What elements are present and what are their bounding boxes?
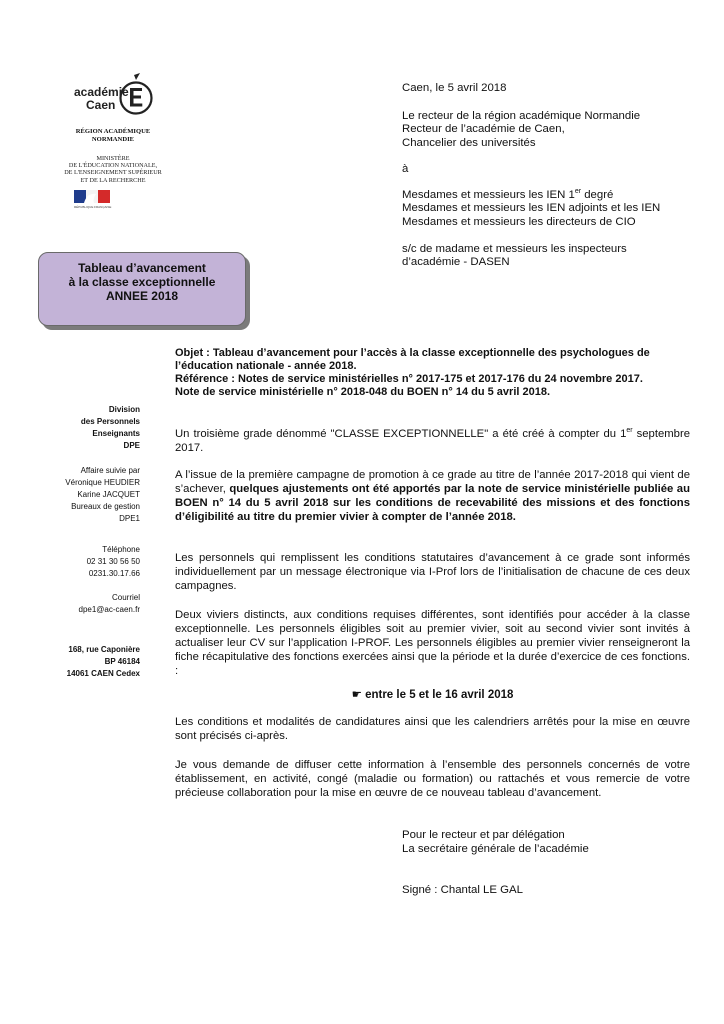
sidebar-division: Division des Personnels Enseignants DPE [80,405,140,450]
sidebar-courriel: Courriel dpe1@ac-caen.fr [78,593,140,614]
logo-academie-text: académie [74,85,129,99]
paragraph-3: Les personnels qui remplissent les conditions statutaires d’avancement à ce grade sont informés individuellement par un message électronique via I-Prof lors de l’initialisation de chacune de ces deux campagnes. [175,552,690,592]
paragraph-2: A l’issue de la première campagne de promotion à ce grade au titre de l’année 2017-2018 qui vient de s’achever, quelques ajustements ont été apportés par la note de service ministérielle publiée au BOEN n° 14 du 5 avril 2018 sur les conditions de recevabilité des missions et des fonctions d’éligibilité au titre du premier vivier à compter de l’année 2018. [175,469,690,523]
marianne-logo-icon [74,190,110,206]
pointing-hand-icon: ☛ [351,689,362,701]
letter-date: Caen, le 5 avril 2018 [402,82,507,94]
logo-caen-text: Caen [86,98,116,112]
deadline-line: ☛ entre le 5 et le 16 avril 2018 [351,689,514,701]
paragraph-4: Deux viviers distincts, aux conditions requises différentes, sont identifiés pour accéder à la classe exceptionnelle. Les personnels éligibles soit au premier vivier, soit au second vivier sont invités à actualiser leur CV sur l’application I-PROF. Les personnels éligibles au premier vivier renseigneront la fiche récapitulative des fonctions exercées ainsi que la période et la durée d’exercice de ces fonctions. : [175,609,690,677]
title-box-line-3: ANNEE 2018 [105,289,179,303]
sender-block: Le recteur de la région académique Normandie Recteur de l’académie de Caen, Chancelier des universités [402,110,641,149]
sidebar-telephone: Téléphone 02 31 30 56 50 0231.30.17.66 [86,545,140,578]
title-box [38,252,246,326]
region-label: RÉGION ACADÉMIQUE NORMANDIE [75,128,151,143]
recipients-block: Mesdames et messieurs les IEN 1er degré Mesdames et messieurs les IEN adjoints et les IEN Mesdames et messieurs les directeurs de CIO [402,188,661,228]
sidebar-affaire: Affaire suivie par Véronique HEUDIER Karine JACQUET Bureaux de gestion DPE1 [65,466,140,523]
paragraph-1: Un troisième grade dénommé "CLASSE EXCEPTIONNELLE" a été créé à compter du 1er septembre 2017. [175,427,690,454]
ministry-label: MINISTÈRE DE L'ÉDUCATION NATIONALE, DE L'ENSEIGNEMENT SUPÉRIEUR ET DE LA RECHERCHE [64,155,162,184]
signature-block: Pour le recteur et par délégation La secrétaire générale de l’académie [402,829,589,855]
subject-block: Objet : Tableau d’avancement pour l’accès à la classe exceptionnelle des psychologues de l’éducation nationale - année 2018. Référence : Notes de service ministérielles n° 2017-175 et 2017-176 du 24 novembre 2017. Note de service ministérielle n° 2018-048 du BOEN n° 14 du 5 avril 2018. [175,347,650,398]
title-box-line-2: à la classe exceptionnelle [68,275,216,289]
republique-label: RÉPUBLIQUE FRANÇAISE [74,205,112,209]
paragraph-6: Je vous demande de diffuser cette information à l’ensemble des personnels concernés de votre établissement, en activité, congé (maladie ou formation) ou rattachés et vous remercie de votre précieuse collaboration pour la mise en œuvre de ce nouveau tableau d’avancement. [175,759,690,799]
email-link[interactable]: dpe1@ac-caen.fr [78,605,140,614]
signed-by: Signé : Chantal LE GAL [402,884,523,896]
recipient-a: à [402,163,409,175]
academie-logo-icon [118,72,154,116]
paragraph-5: Les conditions et modalités de candidatures ainsi que les calendriers arrêtés pour la mise en œuvre sont précisés ci-après. [175,716,690,742]
cc-block: s/c de madame et messieurs les inspecteurs d’académie - DASEN [402,243,627,269]
title-box-line-1: Tableau d’avancement [78,261,206,275]
sidebar-address: 168, rue Caponière BP 46184 14061 CAEN Cedex [66,645,140,678]
